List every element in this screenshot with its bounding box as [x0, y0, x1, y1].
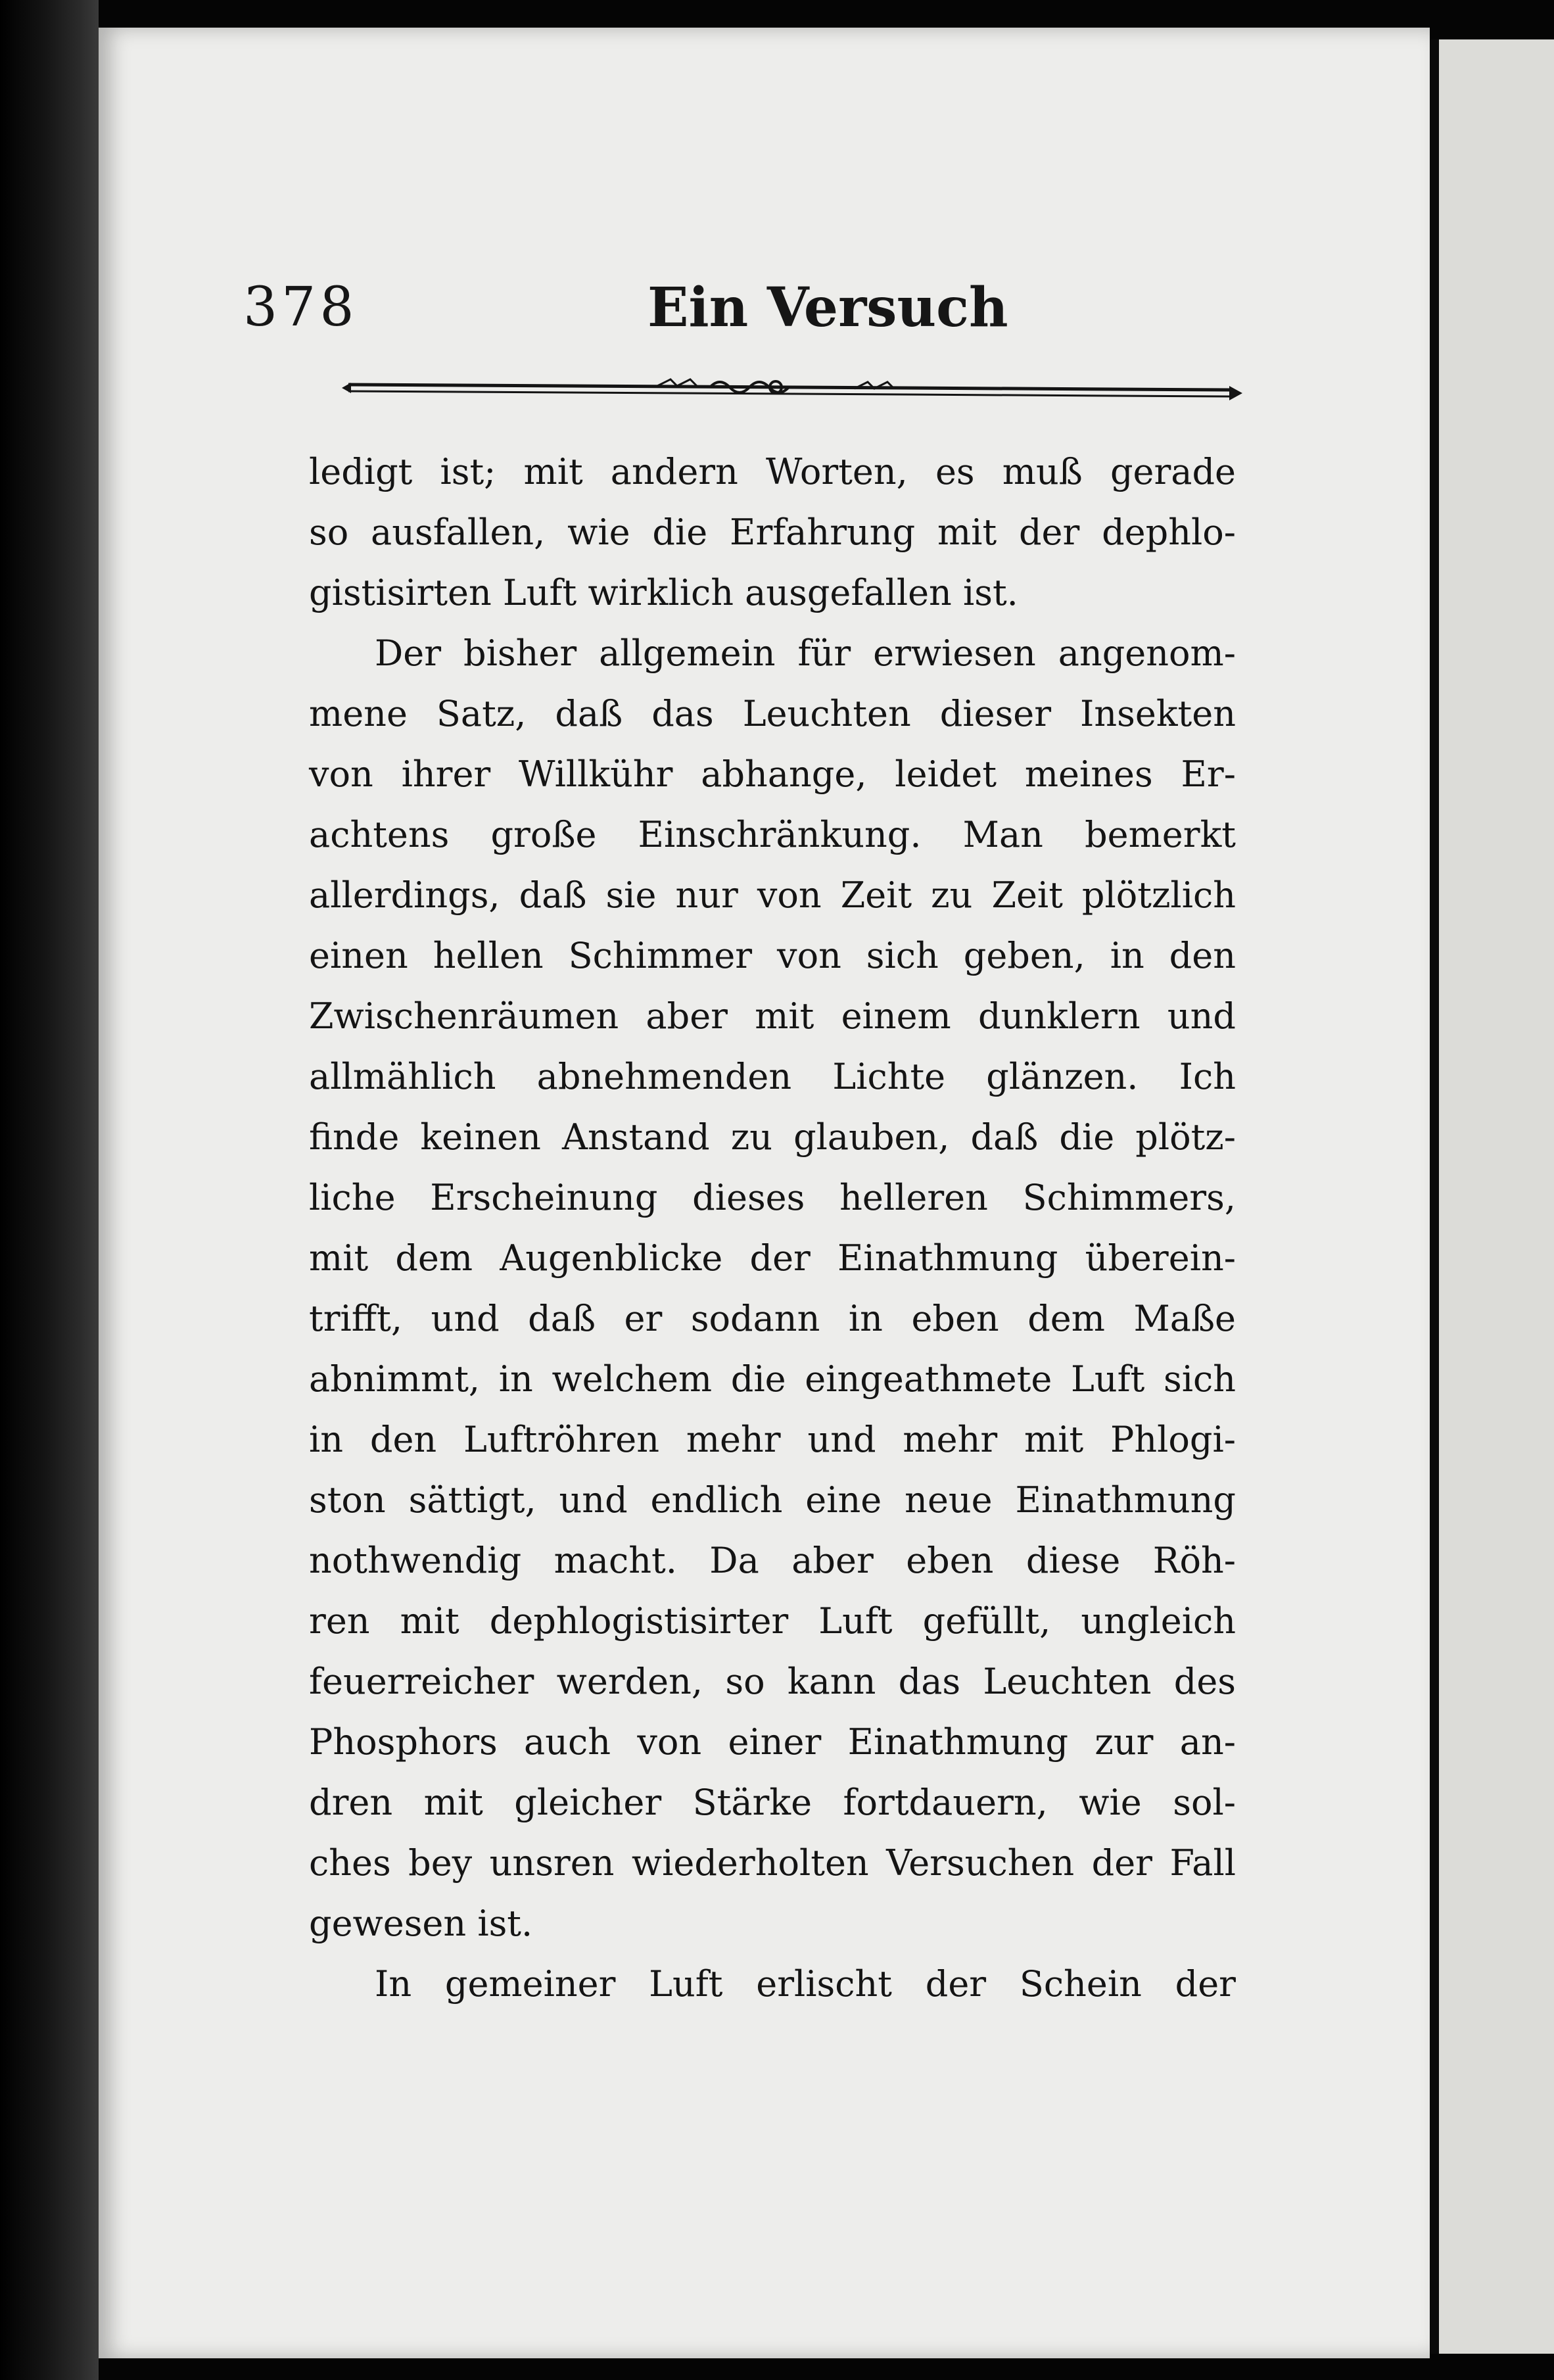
text-line: ches bey unsren wiederholten Versuchen der Fall — [309, 1842, 1236, 1884]
text-line: ren mit dephlogistisirter Luft gefüllt, ungleich — [309, 1600, 1236, 1642]
text-line: einen hellen Schimmer von sich geben, in den — [309, 935, 1236, 976]
page-number: 378 — [243, 276, 358, 339]
text-line: Der bisher allgemein für erwiesen angenom- — [375, 632, 1236, 674]
text-line: trifft, und daß er sodann in eben dem Maße — [309, 1298, 1236, 1339]
text-line: allmählich abnehmenden Lichte glänzen. Ich — [309, 1056, 1236, 1097]
text-line: gewesen ist. — [309, 1903, 533, 1944]
text-line: achtens große Einschränkung. Man bemerkt — [309, 814, 1236, 855]
text-line: mene Satz, daß das Leuchten dieser Insekten — [309, 693, 1236, 734]
text-line: in den Luftröhren mehr und mehr mit Phlogi- — [309, 1419, 1236, 1460]
text-line: ston sättigt, und endlich eine neue Einathmung — [309, 1479, 1236, 1521]
next-page-edge — [1430, 39, 1554, 2354]
body-text — [309, 442, 1236, 2014]
text-line: Phosphors auch von einer Einathmung zur an- — [309, 1721, 1236, 1763]
text-line: allerdings, daß sie nur von Zeit zu Zeit plötzlich — [309, 874, 1236, 916]
text-line: abnimmt, in welchem die eingeathmete Luft sich — [309, 1358, 1236, 1400]
text-line: finde keinen Anstand zu glauben, daß die plötz- — [309, 1116, 1236, 1158]
text-line: so ausfallen, wie die Erfahrung mit der dephlo- — [309, 512, 1236, 553]
text-line: mit dem Augenblicke der Einathmung überein- — [309, 1237, 1236, 1279]
text-line: In gemeiner Luft erlischt der Schein der — [375, 1963, 1236, 2005]
page-header — [243, 263, 1229, 355]
text-line: von ihrer Willkühr abhange, leidet meines Er- — [309, 753, 1236, 795]
text-line: gistisirten Luft wirklich ausgefallen ist. — [309, 572, 1018, 613]
text-line: dren mit gleicher Stärke fortdauern, wie sol- — [309, 1782, 1236, 1823]
book-binding-edge — [0, 0, 99, 2380]
ornament-rule — [342, 371, 1242, 404]
running-title: Ein Versuch — [648, 276, 1008, 339]
text-line: Zwischenräumen aber mit einem dunklern und — [309, 995, 1236, 1037]
text-line: feuerreicher werden, so kann das Leuchten des — [309, 1661, 1236, 1702]
text-line: liche Erscheinung dieses helleren Schimmers, — [309, 1177, 1236, 1218]
text-line: nothwendig macht. Da aber eben diese Röh- — [309, 1540, 1236, 1581]
text-line: ledigt ist; mit andern Worten, es muß gerade — [309, 451, 1236, 492]
